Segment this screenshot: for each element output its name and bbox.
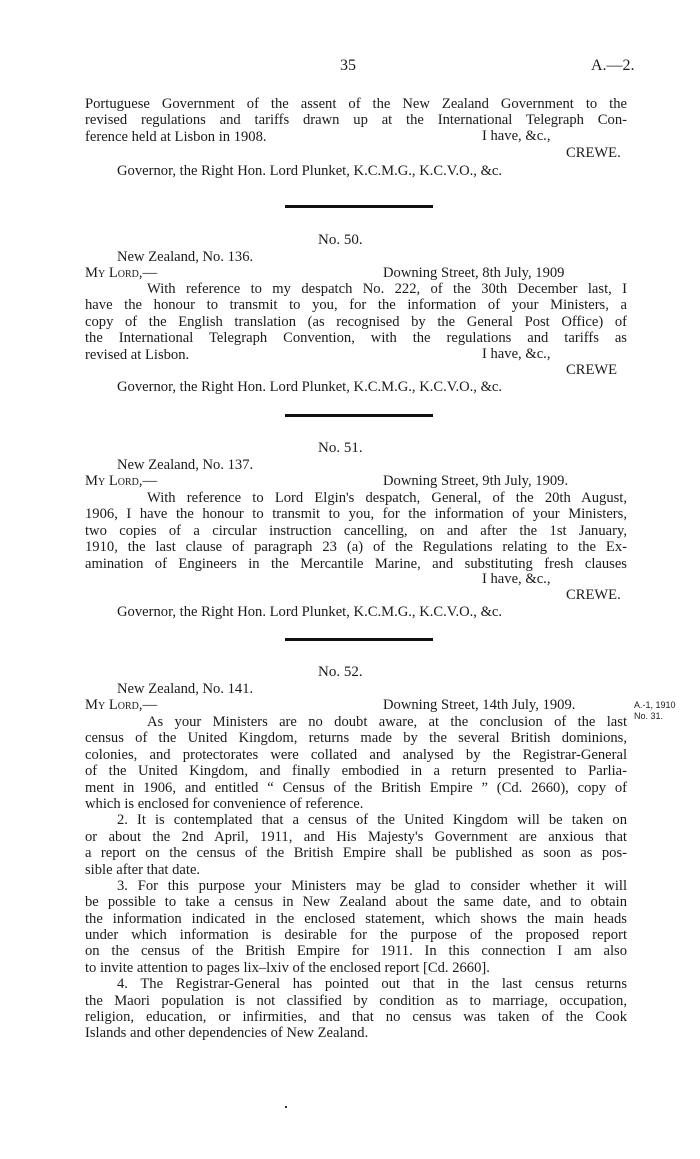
intro-signature: CREWE. bbox=[566, 145, 621, 161]
body-line: amination of Engineers in the Mercantile Marine, and substituting fresh clauses bbox=[85, 555, 627, 572]
print-speck bbox=[285, 1106, 287, 1108]
body-line: colonies, and protectorates were collated and analysed by the Registrar-General bbox=[85, 746, 627, 763]
page-number: 35 bbox=[340, 57, 356, 74]
body-line: the International Telegraph Convention, with the regulations and tariffs as bbox=[85, 330, 627, 347]
body-line: With reference to my despatch No. 222, of the 30th December last, I bbox=[147, 281, 627, 297]
body-line: under which information is desirable for the purpose of the proposed report bbox=[85, 927, 627, 944]
body-line: of the United Kingdom, and finally embodied in a return presented to Parlia- bbox=[85, 763, 627, 780]
body-line: to invite attention to pages lix–lxiv of the enclosed report [Cd. 2660]. bbox=[85, 959, 490, 976]
letter-body bbox=[85, 714, 627, 1042]
letter-number: No. 50. bbox=[318, 232, 363, 248]
body-line: 1910, the last clause of paragraph 23 (a) of the Regulations relating to the Ex- bbox=[85, 539, 627, 556]
body-line: a report on the census of the British Empire shall be published as soon as pos- bbox=[85, 845, 627, 862]
body-line: religion, education, or infirmities, and that no census was taken of the Cook bbox=[85, 1009, 627, 1026]
letter-addressee: Governor, the Right Hon. Lord Plunket, K.C.M.G., K.C.V.O., &c. bbox=[117, 604, 503, 620]
body-line: which is enclosed for convenience of reference. bbox=[85, 795, 364, 812]
intro-addressee: Governor, the Right Hon. Lord Plunket, K.C.M.G., K.C.V.O., &c. bbox=[117, 163, 503, 179]
letter-signature: CREWE. bbox=[566, 587, 621, 603]
letter-addressee: Governor, the Right Hon. Lord Plunket, K.C.M.G., K.C.V.O., &c. bbox=[117, 379, 503, 395]
letter-number: No. 51. bbox=[318, 440, 363, 456]
margin-note-line: No. 31. bbox=[634, 711, 664, 721]
letter-body bbox=[85, 490, 627, 572]
margin-note-line: A.-1, 1910 bbox=[634, 700, 676, 710]
body-line: or about the 2nd April, 1911, and His Majesty's Government are anxious that bbox=[85, 828, 627, 845]
letter-salutation: My Lord,— bbox=[85, 697, 158, 713]
document-reference: A.—2. bbox=[591, 57, 635, 74]
letter-place-date: Downing Street, 14th July, 1909. bbox=[383, 697, 576, 713]
body-line: the Maori population is not classified by condition as to marriage, occupation, bbox=[85, 992, 627, 1009]
letter-salutation: My Lord,— bbox=[85, 473, 158, 489]
body-line: be possible to take a census in New Zealand about the same date, and to obtain bbox=[85, 894, 627, 911]
body-line: sible after that date. bbox=[85, 861, 201, 878]
body-line: copy of the English translation (as recognised by the General Post Office) of bbox=[85, 313, 627, 330]
letter-closing: I have, &c., bbox=[482, 346, 551, 362]
letter-nz-number: New Zealand, No. 136. bbox=[117, 249, 254, 265]
body-line: on the census of the British Empire for 1911. In this connection I am also bbox=[85, 943, 627, 960]
section-divider bbox=[285, 414, 433, 417]
body-line: As your Ministers are no doubt aware, at the conclusion of the last bbox=[147, 714, 627, 730]
letter-number: No. 52. bbox=[318, 664, 363, 680]
body-line: have the honour to transmit to you, for the information of your Ministers, a bbox=[85, 297, 627, 314]
letter-signature: CREWE bbox=[566, 362, 618, 378]
section-divider bbox=[285, 205, 433, 208]
margin-note bbox=[634, 700, 676, 722]
intro-line: Portuguese Government of the assent of the New Zealand Government to the bbox=[85, 96, 627, 112]
letter-salutation: My Lord,— bbox=[85, 265, 158, 281]
body-line: 1906, I have the honour to transmit to you, for the information of your Ministers, bbox=[85, 506, 627, 523]
intro-line: ference held at Lisbon in 1908. bbox=[85, 128, 267, 145]
body-line: ment in 1906, and entitled “ Census of the British Empire ” (Cd. 2660), copy of bbox=[85, 779, 627, 796]
body-line: revised at Lisbon. bbox=[85, 346, 190, 363]
body-line: With reference to Lord Elgin's despatch, General, of the 20th August, bbox=[147, 490, 627, 506]
body-line: Islands and other dependencies of New Zealand. bbox=[85, 1025, 369, 1042]
section-divider bbox=[285, 638, 433, 641]
intro-closing: I have, &c., bbox=[482, 128, 551, 144]
intro-line: revised regulations and tariffs drawn up at the International Telegraph Con- bbox=[85, 112, 627, 129]
body-line: 2. It is contemplated that a census of the United Kingdom will be taken on bbox=[117, 812, 627, 829]
body-line: 3. For this purpose your Ministers may be glad to consider whether it will bbox=[117, 877, 627, 894]
letter-place-date: Downing Street, 8th July, 1909 bbox=[383, 265, 565, 281]
letter-place-date: Downing Street, 9th July, 1909. bbox=[383, 473, 569, 489]
letter-nz-number: New Zealand, No. 141. bbox=[117, 681, 254, 697]
letter-nz-number: New Zealand, No. 137. bbox=[117, 457, 254, 473]
body-line: the information indicated in the enclosed statement, which shows the main heads bbox=[85, 910, 627, 927]
body-line: two copies of a circular instruction cancelling, on and after the 1st January, bbox=[85, 522, 627, 539]
body-line: 4. The Registrar-General has pointed out that in the last census returns bbox=[117, 976, 627, 993]
body-line: census of the United Kingdom, returns made by the several British dominions, bbox=[85, 730, 627, 747]
letter-closing: I have, &c., bbox=[482, 571, 551, 587]
